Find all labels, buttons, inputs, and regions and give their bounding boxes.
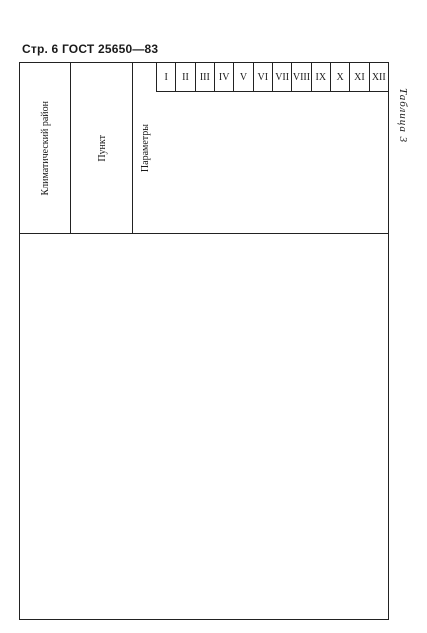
header-station-label: Пункт — [96, 134, 108, 162]
month-header: X — [330, 63, 349, 91]
table-body — [20, 234, 388, 619]
month-header: II — [175, 63, 194, 91]
climate-table — [19, 62, 389, 620]
header-parameter — [132, 63, 157, 233]
table-column-headers — [20, 63, 388, 234]
header-station — [70, 63, 133, 233]
month-header: IX — [311, 63, 330, 91]
month-header: I — [156, 63, 175, 91]
table-label: Таблица 3 — [397, 88, 409, 144]
month-headers — [156, 63, 388, 92]
month-header: VI — [253, 63, 272, 91]
month-header: XI — [349, 63, 368, 91]
month-header: XII — [369, 63, 388, 91]
page-header: Стр. 6 ГОСТ 25650—83 — [22, 42, 159, 56]
month-header: IV — [214, 63, 233, 91]
month-header: VII — [272, 63, 291, 91]
month-header: VIII — [291, 63, 310, 91]
month-header: III — [195, 63, 214, 91]
header-parameter-label: Параметры — [139, 123, 151, 173]
header-region — [20, 63, 70, 233]
month-header: V — [233, 63, 252, 91]
header-region-label: Климатический район — [39, 100, 51, 196]
